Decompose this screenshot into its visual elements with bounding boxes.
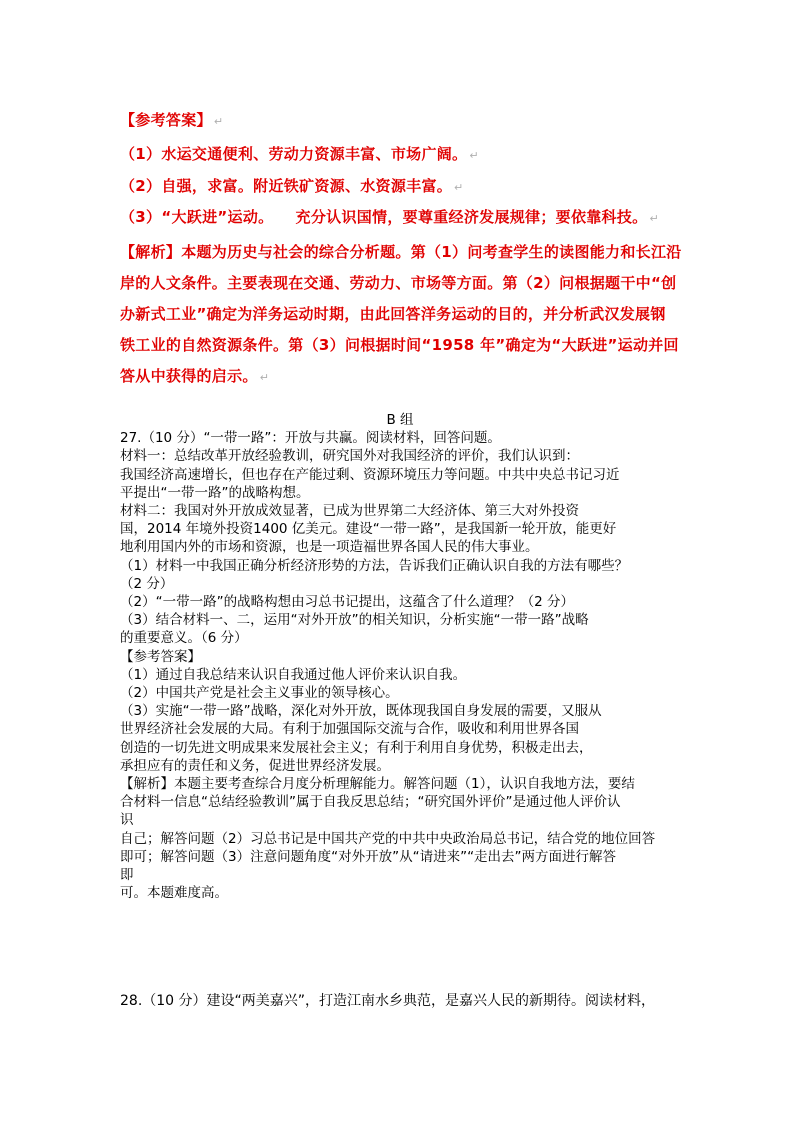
- answer-line-3: （3）“大跃进”运动。 充分认识国情，要尊重经济发展规律；要依靠科技。 ↵: [120, 208, 659, 226]
- question-line: （3）结合材料一、二，运用“对外开放”的相关知识，分析实施“一带一路”战略: [120, 612, 589, 629]
- answer-line-2: （2）自强，求富。附近铁矿资源、水资源丰富。 ↵: [120, 177, 464, 195]
- answer-line-1: （1）水运交通便利、劳动力资源丰富、市场广阔。 ↵: [120, 145, 479, 163]
- answer-line: （1）通过自我总结来认识自我通过他人评价来认识自我。: [120, 666, 467, 683]
- answer-heading-b: 【参考答案】: [120, 648, 201, 665]
- answer-line: 承担应有的责任和义务，促进世界经济发展。: [120, 757, 390, 774]
- material-line: 地利用国内外的市场和资源，也是一项造福世界各国人民的伟大事业。: [120, 539, 539, 556]
- answer-line: 世界经济社会发展的大局。有利于加强国际交流与合作，吸收和利用世界各国: [120, 721, 579, 738]
- analysis-line-b: 即: [120, 867, 134, 884]
- material-line: 平提出“一带一路”的战略构想。: [120, 484, 310, 501]
- question-27-stem: 27.（10 分）“一带一路”：开放与共赢。阅读材料，回答问题。: [120, 430, 501, 447]
- analysis-line-b: 合材料一信息“总结经验教训”属于自我反思总结；“研究国外评价”是通过他人评价认: [120, 794, 621, 811]
- question-28-text: 28.（10 分）建设“两美嘉兴”，打造江南水乡典范，是嘉兴人民的新期待。阅读材料，: [120, 993, 656, 1009]
- answer-line: 创造的一切先进文明成果来发展社会主义；有利于利用自身优势，积极走出去，: [120, 739, 593, 756]
- material-line: 材料一：总结改革开放经验教训，研究国外对我国经济的评价，我们认识到：: [120, 448, 579, 465]
- group-b-section: [120, 411, 680, 902]
- material-line: 我国经济高速增长，但也存在产能过剩、资源环境压力等问题。中共中央总书记习近: [120, 466, 620, 483]
- question-28-stem: [120, 992, 680, 1010]
- analysis-line: 岸的人文条件。主要表现在交通、劳动力、市场等方面。第（2）问根据题干中“创: [120, 274, 677, 292]
- question-line: （1）材料一中我国正确分析经济形势的方法，告诉我们正确认识自我的方法有哪些？: [120, 557, 629, 574]
- answer-heading: 【参考答案】 ↵: [120, 111, 224, 129]
- analysis-line: 答从中获得的启示。 ↵: [120, 367, 270, 385]
- analysis-line-b: 可。本题难度高。: [120, 885, 228, 902]
- material-line: 国，2014 年境外投资1400 亿美元。建设“一带一路”，是我国新一轮开放，能更好: [120, 521, 617, 538]
- analysis-line-b: 自己；解答问题（2）习总书记是中国共产党的中共中央政治局总书记，结合党的地位回答: [120, 830, 656, 847]
- group-title: B 组: [386, 412, 414, 428]
- analysis-line-b: 【解析】本题主要考查综合月度分析理解能力。解答问题（1），认识自我地方法，要结: [120, 776, 635, 793]
- analysis-line: 【解析】本题为历史与社会的综合分析题。第（1）问考查学生的读图能力和长江沿: [120, 243, 682, 261]
- question-line: （2 分）: [120, 575, 174, 592]
- answer-section-a: [120, 109, 680, 393]
- answer-line: （2）中国共产党是社会主义事业的领导核心。: [120, 685, 399, 702]
- question-line: 的重要意义。（6 分）: [120, 630, 248, 647]
- analysis-block: [120, 237, 680, 393]
- answer-line: （3）实施“一带一路”战略，深化对外开放，既体现我国自身发展的需要，又服从: [120, 703, 602, 720]
- analysis-line-b: 即可；解答问题（3）注意问题角度“对外开放”从“请进来”“走出去”两方面进行解答: [120, 848, 617, 865]
- analysis-line-b: 识: [120, 812, 134, 829]
- analysis-line: 铁工业的自然资源条件。第（3）问根据时间“1958 年”确定为“大跃进”运动并回: [120, 336, 679, 354]
- material-line: 材料二：我国对外开放成效显著，已成为世界第二大经济体、第三大对外投资: [120, 503, 579, 520]
- analysis-line: 办新式工业”确定为洋务运动时期，由此回答洋务运动的目的，并分析武汉发展钢: [120, 305, 666, 323]
- question-line: （2）“一带一路”的战略构想由习总书记提出，这蕴含了什么道理？（2 分）: [120, 594, 574, 611]
